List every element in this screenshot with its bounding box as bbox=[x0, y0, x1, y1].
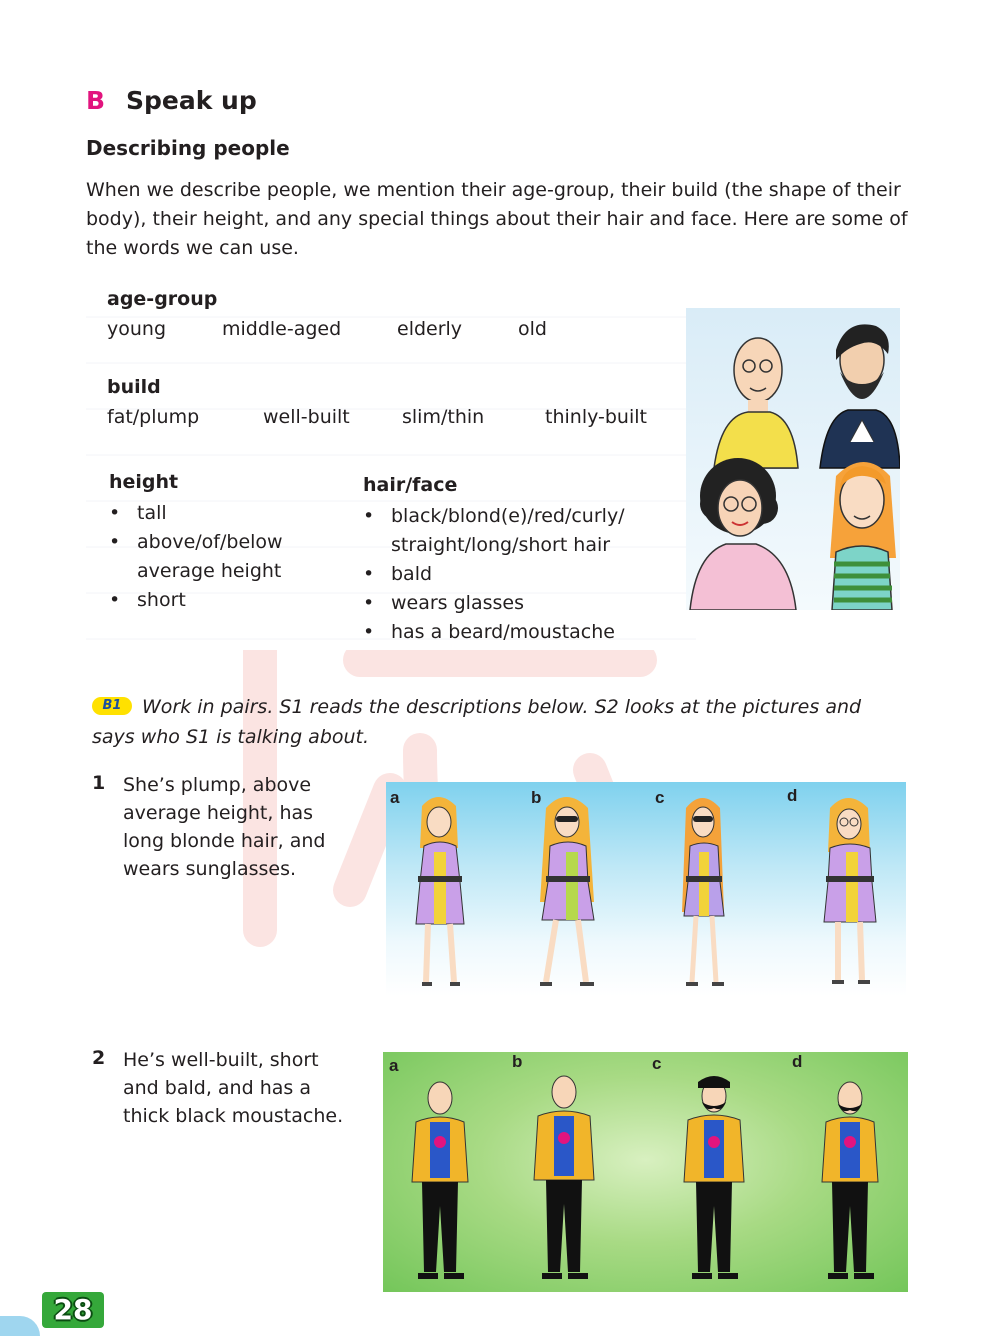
option-letter[interactable]: a bbox=[390, 788, 400, 807]
section-title: Speak up bbox=[126, 86, 257, 115]
build-word: slim/thin bbox=[402, 406, 485, 428]
age-word: elderly bbox=[397, 318, 463, 340]
man-figure-d[interactable] bbox=[808, 1076, 894, 1288]
list-item: • bald bbox=[363, 563, 433, 585]
hair-face-label: hair/face bbox=[363, 474, 458, 496]
woman-figure-d[interactable] bbox=[810, 792, 890, 992]
list-item: • wears glasses bbox=[363, 592, 524, 614]
list-item: • black/blond(e)/red/curly/ bbox=[363, 505, 625, 527]
section-letter: B bbox=[86, 86, 106, 115]
woman-figure-b[interactable] bbox=[528, 792, 608, 992]
age-group-label: age-group bbox=[107, 288, 218, 310]
woman-figure-a[interactable] bbox=[400, 792, 480, 992]
subtitle: Describing people bbox=[86, 136, 290, 160]
build-label: build bbox=[107, 376, 161, 398]
option-letter[interactable]: c bbox=[655, 788, 665, 807]
task-instruction: Work in pairs. S1 reads the descriptions below. S2 looks at the pictures and says who S1 is talking about. bbox=[92, 696, 862, 748]
list-item: • has a beard/moustache bbox=[363, 621, 615, 643]
task-badge: B1 bbox=[92, 697, 132, 715]
age-word: middle-aged bbox=[222, 318, 342, 340]
question-number: 2 bbox=[92, 1047, 106, 1069]
option-letter[interactable]: d bbox=[787, 786, 798, 805]
list-item: • tall bbox=[109, 502, 167, 524]
list-item: • above/of/below bbox=[109, 531, 283, 553]
page-number: 28 bbox=[42, 1292, 104, 1328]
option-letter[interactable]: b bbox=[531, 788, 542, 807]
height-label: height bbox=[109, 471, 179, 493]
build-word: thinly-built bbox=[545, 406, 647, 428]
age-word: young bbox=[107, 318, 167, 340]
list-item: straight/long/short hair bbox=[391, 534, 611, 556]
question-number: 1 bbox=[92, 772, 106, 794]
hair-face-list bbox=[363, 502, 625, 647]
option-letter[interactable]: a bbox=[389, 1056, 399, 1075]
intro-paragraph: When we describe people, we mention their age-group, their build (the shape of their body), their height, and any special things about their hair and face. Here are some of the words we can use. bbox=[86, 179, 908, 259]
option-letter[interactable]: b bbox=[512, 1052, 523, 1071]
height-list bbox=[109, 499, 283, 615]
woman-figure-c[interactable] bbox=[664, 792, 744, 992]
list-item: average height bbox=[137, 560, 282, 582]
man-figure-c[interactable] bbox=[672, 1072, 758, 1288]
build-word: fat/plump bbox=[107, 406, 200, 428]
man-figure-b[interactable] bbox=[522, 1070, 608, 1288]
list-item: • short bbox=[109, 589, 186, 611]
option-letter[interactable]: d bbox=[792, 1052, 803, 1071]
question-text: She’s plump, above average height, has long blonde hair, and wears sunglasses. bbox=[123, 774, 326, 880]
question-text: He’s well-built, short and bald, and has a thick black moustache. bbox=[123, 1049, 344, 1127]
portraits-illustration bbox=[686, 308, 900, 610]
man-figure-a[interactable] bbox=[398, 1076, 484, 1288]
build-word: well-built bbox=[263, 406, 350, 428]
option-letter[interactable]: c bbox=[652, 1054, 662, 1073]
age-word: old bbox=[518, 318, 547, 340]
corner-decoration bbox=[0, 1316, 40, 1336]
